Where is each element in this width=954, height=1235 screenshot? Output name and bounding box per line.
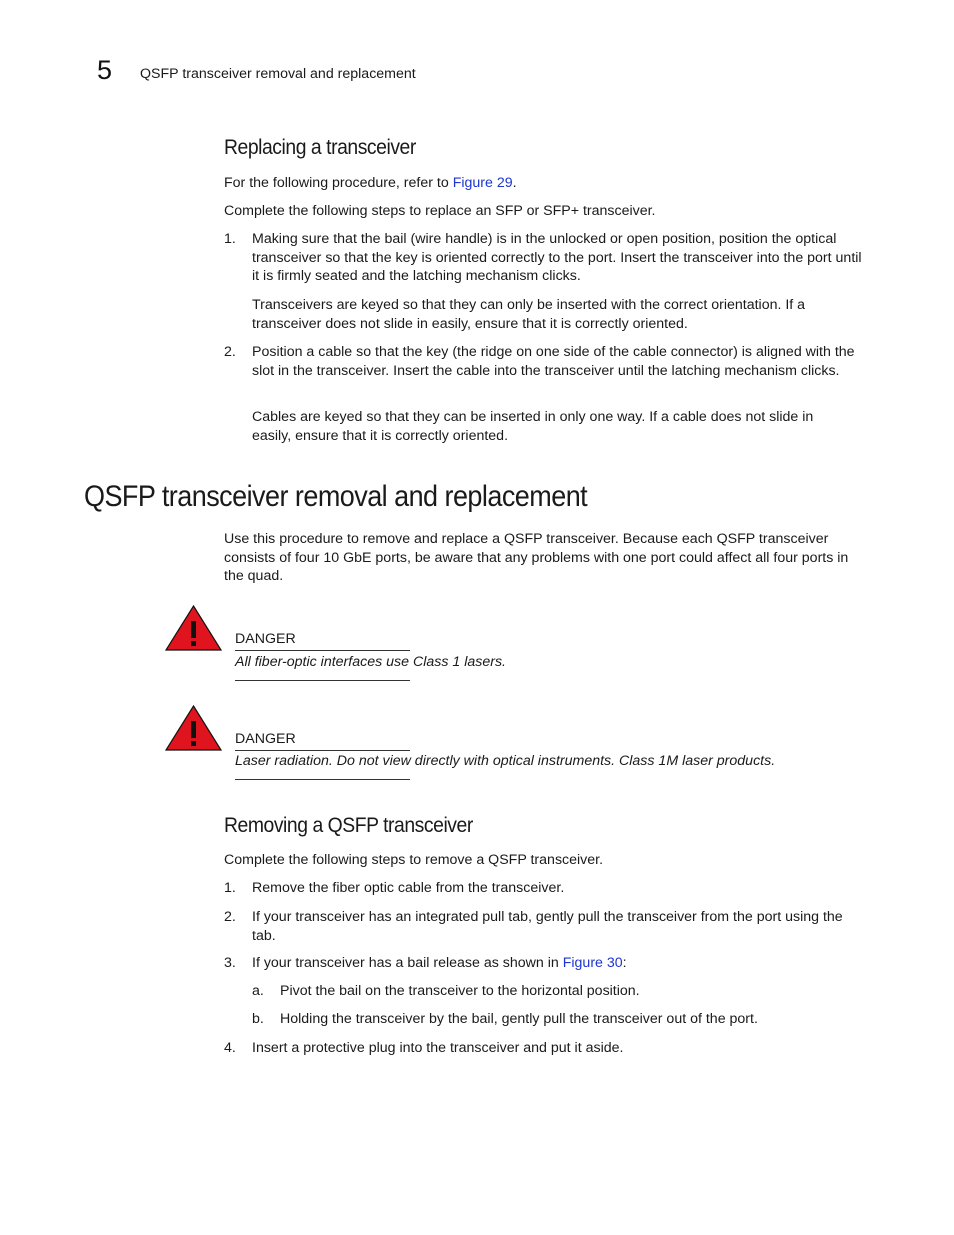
step-text: Insert a protective plug into the transceiver and put it aside.: [252, 1040, 624, 1056]
step-number: 1.: [224, 880, 236, 896]
danger-label: DANGER: [235, 730, 410, 751]
page-title: QSFP transceiver removal and replacement: [84, 480, 588, 513]
chapter-number: 5: [97, 55, 113, 85]
substep-text: Holding the transceiver by the bail, gently pull the transceiver out of the port.: [280, 1011, 758, 1027]
danger-text: Laser radiation. Do not view directly with optical instruments. Class 1M laser products.: [235, 753, 776, 769]
substep-text: Pivot the bail on the transceiver to the horizontal position.: [280, 983, 640, 999]
danger-divider: [235, 779, 410, 780]
step-text: If your transceiver has a bail release as shown in Figure 30:: [252, 955, 627, 971]
danger-warning-icon: [165, 705, 222, 751]
removing-lead: Complete the following steps to remove a QSFP transceiver.: [224, 852, 604, 868]
substep-letter: a.: [252, 983, 264, 999]
danger-divider: [235, 680, 410, 681]
danger-warning-icon: [165, 605, 222, 651]
step-number: 4.: [224, 1040, 236, 1056]
section-heading-removing: Removing a QSFP transceiver: [224, 813, 473, 837]
step-number: 2.: [224, 909, 236, 925]
step-number: 2.: [224, 344, 236, 360]
section-heading-replacing: Replacing a transceiver: [224, 135, 416, 159]
step-text: If your transceiver has an integrated pull tab, gently pull the transceiver from the port using the tab.: [252, 909, 843, 944]
danger-label: DANGER: [235, 630, 410, 651]
substep-letter: b.: [252, 1011, 264, 1027]
replacing-intro: For the following procedure, refer to Figure 29.: [224, 175, 517, 191]
step-text: Position a cable so that the key (the ridge on one side of the cable connector) is aligned with the slot in the transceiver. Insert the cable into the transceiver until the latching mechanism clicks.: [252, 344, 855, 379]
qsfp-intro: Use this procedure to remove and replace a QSFP transceiver. Because each QSFP transceiver consists of four 10 GbE ports, be aware that any problems with one port could affect all four ports in the quad.: [224, 531, 849, 585]
replacing-lead: Complete the following steps to replace an SFP or SFP+ transceiver.: [224, 203, 656, 219]
figure-30-link[interactable]: Figure 30: [562, 955, 623, 971]
danger-text: All fiber-optic interfaces use Class 1 lasers.: [235, 654, 506, 670]
step-text: Remove the fiber optic cable from the transceiver.: [252, 880, 565, 896]
step-text: Making sure that the bail (wire handle) is in the unlocked or open position, position the optical transceiver so that the key is oriented correctly to the port. Insert the transceiver into the port until it is firmly seated and the latching mechanism clicks.: [252, 231, 862, 285]
figure-29-link[interactable]: Figure 29: [452, 175, 513, 191]
step-number: 1.: [224, 231, 236, 247]
step-number: 3.: [224, 955, 236, 971]
running-header-title: QSFP transceiver removal and replacement: [140, 66, 416, 82]
